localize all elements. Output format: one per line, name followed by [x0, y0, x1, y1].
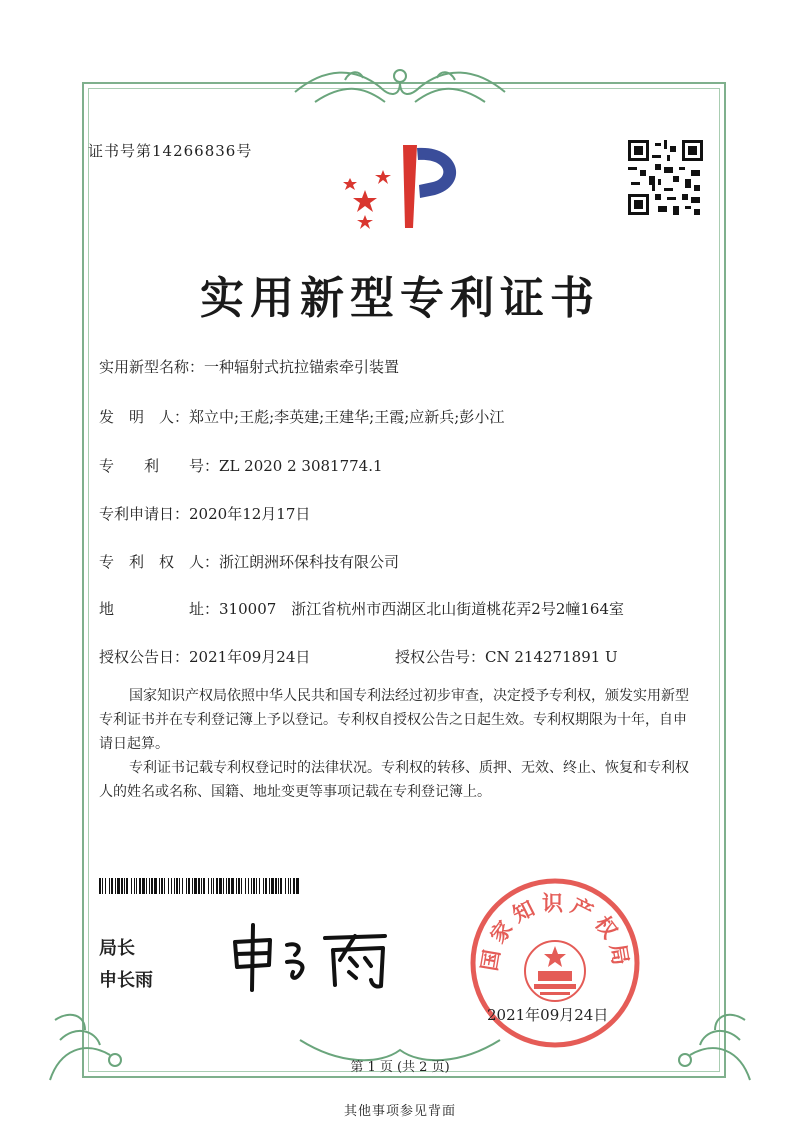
page-indicator: 第 1 页 (共 2 页)	[350, 1060, 450, 1075]
cnipa-logo-icon	[325, 140, 475, 235]
patentee-row	[99, 551, 399, 572]
barcode-bar	[154, 878, 157, 894]
certificate-title: 实用新型专利证书	[200, 273, 600, 324]
barcode-bar	[131, 878, 132, 894]
barcode-bar	[278, 878, 279, 894]
barcode-bar	[115, 878, 116, 894]
grant-number-value: CN 214271891 U	[485, 648, 618, 666]
barcode-bar	[159, 878, 160, 894]
director-title: 局长	[99, 938, 135, 959]
barcode-bar	[139, 878, 141, 894]
qr-code-icon	[628, 140, 703, 215]
barcode-bar	[146, 878, 147, 894]
barcode-bar	[265, 878, 267, 894]
barcode-bar	[219, 878, 222, 894]
barcode-bar	[164, 878, 165, 894]
barcode-bar	[149, 878, 150, 894]
utility-model-name-value: 一种辐射式抗拉锚索牵引装置	[204, 358, 400, 376]
utility-model-name-row	[99, 356, 399, 377]
seal-date: 2021年09月24日	[487, 1006, 609, 1024]
barcode-bar	[280, 878, 282, 894]
barcode-bar	[134, 878, 135, 894]
filing-date-value: 2020年12月17日	[189, 505, 311, 523]
barcode-bar	[179, 878, 180, 894]
barcode-bar	[111, 878, 113, 894]
barcode-bar	[248, 878, 249, 894]
patent-number-value: ZL 2020 2 3081774.1	[219, 457, 383, 475]
barcode-bar	[176, 878, 178, 894]
grant-number-label: 授权公告号：	[395, 648, 486, 666]
patentee-label: 专 利 权 人：	[99, 553, 220, 571]
barcode-bar	[142, 878, 145, 894]
barcode-bar	[168, 878, 169, 894]
address-row	[99, 598, 624, 619]
filing-date-label: 专利申请日：	[99, 505, 190, 523]
seal-text: 国家知识产权局	[477, 891, 634, 973]
barcode-bar	[241, 878, 242, 894]
barcode-bar	[275, 878, 277, 894]
director-signature	[225, 920, 400, 995]
inventor-value: 郑立中;王彪;李英建;王建华;王霞;应新兵;彭小江	[189, 408, 505, 426]
barcode-bar	[211, 878, 212, 894]
barcode-bar	[293, 878, 295, 894]
barcode-bar	[238, 878, 240, 894]
barcode-bar	[117, 878, 120, 894]
grant-date-label: 授权公告日：	[99, 648, 190, 666]
bottom-left-ornament	[40, 1000, 140, 1090]
grant-date-value: 2021年09月24日	[189, 648, 311, 666]
barcode-bar	[99, 878, 101, 894]
barcode-bar	[109, 878, 110, 894]
barcode-bar	[271, 878, 274, 894]
barcode-bar	[245, 878, 246, 894]
patent-number-label: 专 利 号：	[99, 457, 220, 475]
barcode-bar	[236, 878, 237, 894]
barcode-bar	[124, 878, 125, 894]
barcode-bar	[228, 878, 230, 894]
barcode-bar	[161, 878, 163, 894]
address-label: 地 址：	[99, 600, 220, 618]
barcode-bar	[290, 878, 291, 894]
barcode-bar	[259, 878, 260, 894]
barcode-bar	[256, 878, 257, 894]
legal-status-paragraph: 专利证书记载专利权登记时的法律状况。专利权的转移、质押、无效、终止、恢复和专利权人的姓名或名称、国籍、地址变更等事项记载在专利登记簿上。	[99, 760, 689, 800]
barcode-bar	[269, 878, 270, 894]
barcode-bar	[174, 878, 175, 894]
barcode-bar	[186, 878, 187, 894]
barcode-bar	[171, 878, 172, 894]
patentee-value: 浙江朗洲环保科技有限公司	[219, 553, 400, 571]
barcode-bar	[251, 878, 252, 894]
barcode-bar	[136, 878, 137, 894]
barcode-icon	[99, 878, 299, 894]
barcode-bar	[288, 878, 289, 894]
barcode-bar	[226, 878, 227, 894]
barcode-bar	[203, 878, 205, 894]
barcode-bar	[213, 878, 214, 894]
see-back-note: 其他事项参见背面	[343, 1104, 456, 1119]
grant-number-row	[395, 646, 618, 667]
inventor-row	[99, 406, 504, 427]
barcode-bar	[121, 878, 123, 894]
barcode-bar	[231, 878, 234, 894]
barcode-bar	[201, 878, 202, 894]
barcode-bar	[102, 878, 103, 894]
barcode-bar	[188, 878, 190, 894]
barcode-bar	[296, 878, 299, 894]
barcode-bar	[263, 878, 264, 894]
grant-statement-paragraph: 国家知识产权局依照中华人民共和国专利法经过初步审查，决定授予专利权，颁发实用新型专利证书并在专利登记簿上予以登记。专利权自授权公告之日起生效。专利权期限为十年，自申请日起算。	[99, 688, 689, 752]
barcode-bar	[285, 878, 286, 894]
barcode-bar	[198, 878, 200, 894]
barcode-bar	[194, 878, 197, 894]
filing-date-row	[99, 503, 310, 524]
director-name: 申长雨	[99, 970, 153, 991]
inventor-label: 发 明 人：	[99, 408, 190, 426]
barcode-bar	[216, 878, 218, 894]
certificate-number: 证书号第14266836号	[88, 142, 253, 160]
bottom-right-ornament	[660, 1000, 760, 1090]
barcode-bar	[223, 878, 224, 894]
barcode-bar	[208, 878, 209, 894]
top-ornament	[285, 62, 515, 112]
address-value: 310007 浙江省杭州市西湖区北山街道桃花弄2号2幢164室	[219, 600, 624, 618]
barcode-bar	[105, 878, 106, 894]
barcode-bar	[151, 878, 153, 894]
utility-model-name-label: 实用新型名称：	[99, 358, 205, 376]
barcode-bar	[253, 878, 255, 894]
barcode-bar	[192, 878, 193, 894]
barcode-bar	[182, 878, 183, 894]
patent-number-row	[99, 455, 383, 476]
grant-date-row	[99, 646, 310, 667]
barcode-bar	[126, 878, 128, 894]
